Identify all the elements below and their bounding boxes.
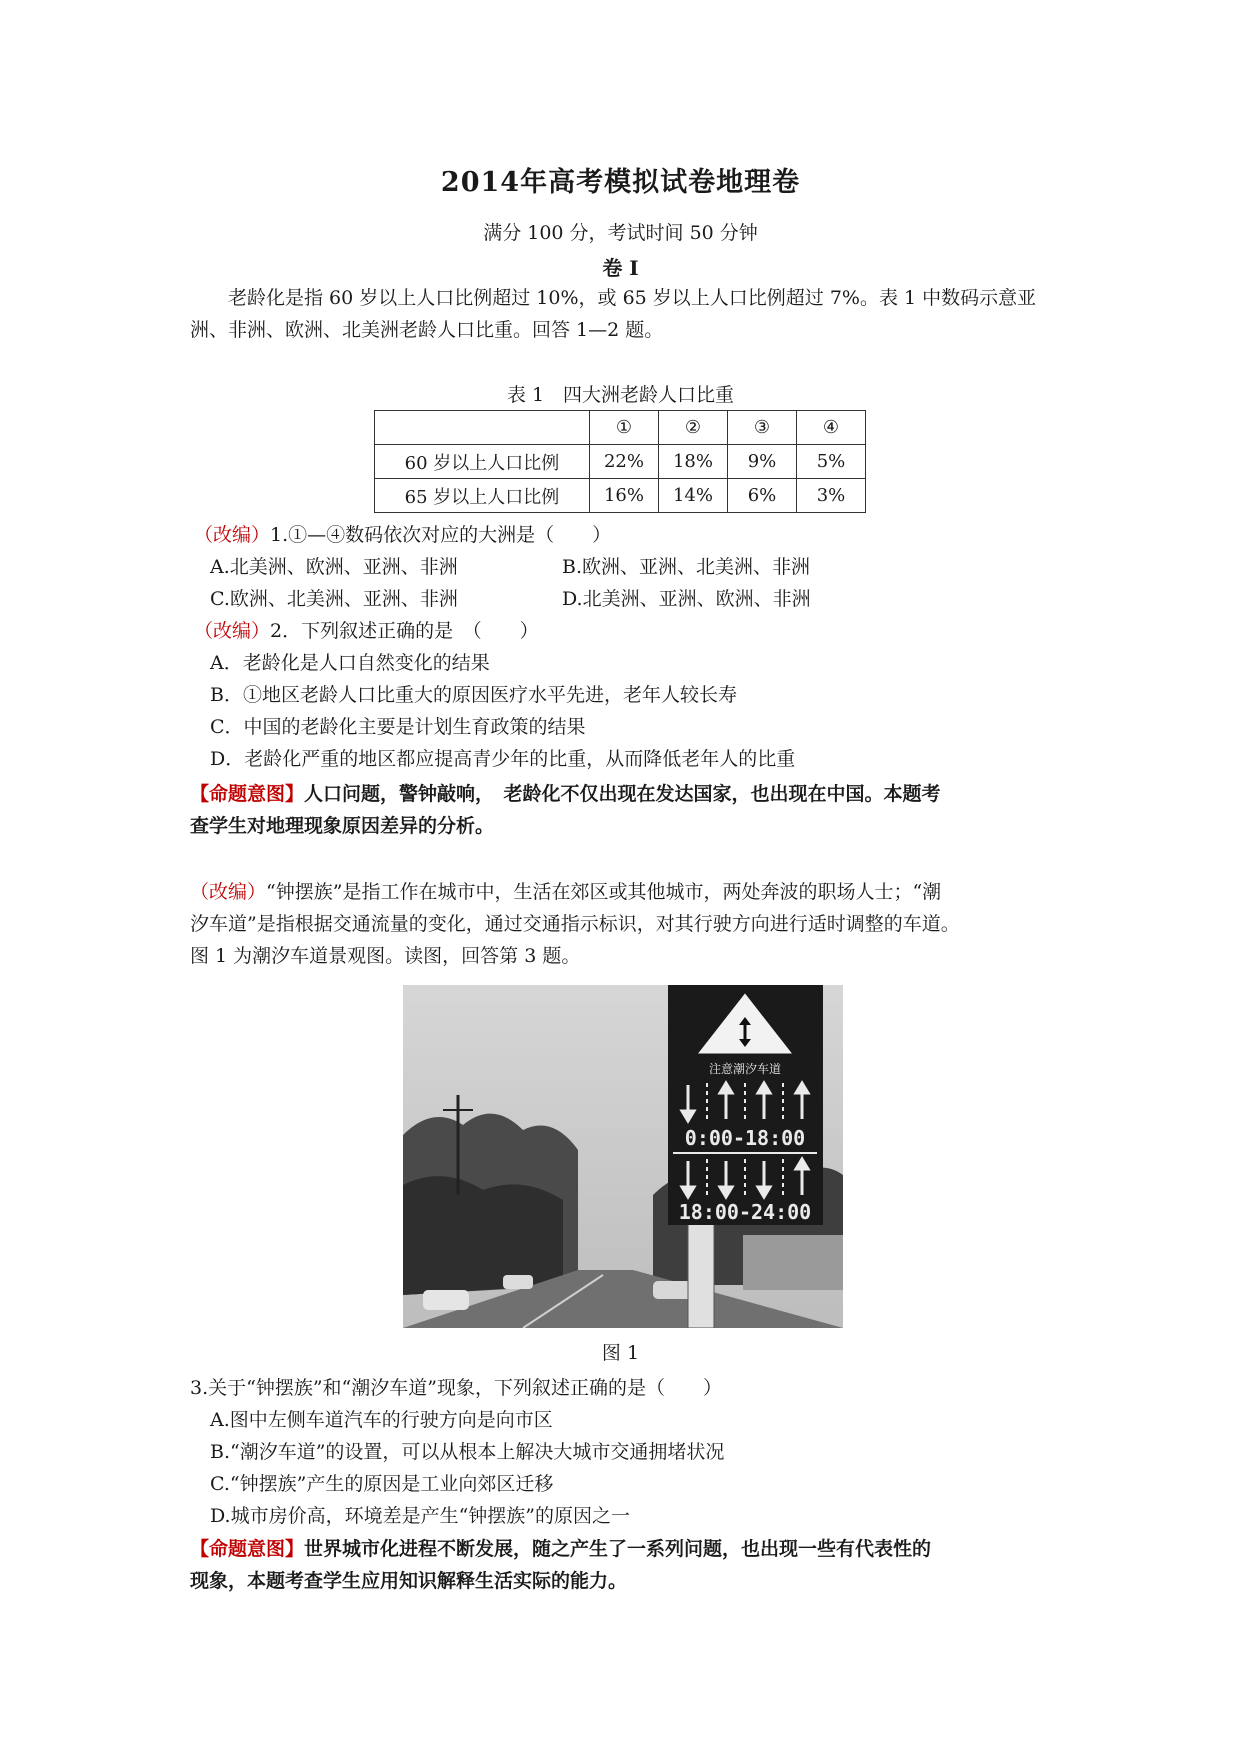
tidal-lane-photo <box>403 985 843 1328</box>
table-cell: 5% <box>797 445 866 479</box>
question-1 <box>194 519 611 551</box>
table-cell: 6% <box>728 479 797 513</box>
table-row <box>375 479 866 513</box>
table-cell: 9% <box>728 445 797 479</box>
option-c: C.“钟摆族”产生的原因是工业向郊区迁移 <box>210 1473 554 1495</box>
car <box>423 1290 469 1310</box>
intent-text: 查学生对地理现象原因差异的分析。 <box>190 815 495 837</box>
option-d: D.城市房价高，环境差是产生“钟摆族”的原因之一 <box>210 1505 631 1527</box>
table-cell: 3% <box>797 479 866 513</box>
table-row <box>375 445 866 479</box>
question-2 <box>194 615 539 647</box>
page-title: 2014年高考模拟试卷地理卷 <box>440 167 801 198</box>
question-3: 3.关于“钟摆族”和“潮汐车道”现象，下列叙述正确的是（ ） <box>190 1377 722 1399</box>
passage-text: 汐车道”是指根据交通流量的变化，通过交通指示标识，对其行驶方向进行适时调整的车道。 <box>190 913 960 935</box>
table-header-row <box>375 411 866 445</box>
passage-2 <box>190 876 1052 972</box>
exam-info: 满分 100 分，考试时间 50 分钟 <box>483 222 758 244</box>
adapted-tag: （改编） <box>194 524 271 546</box>
time-range-2: 18:00-24:00 <box>678 1200 812 1224</box>
table-header-cell <box>375 411 590 445</box>
passage-text: 图 1 为潮汐车道景观图。读图，回答第 3 题。 <box>190 945 581 967</box>
option-c: C.欧洲、北美洲、亚洲、非洲 <box>210 588 458 610</box>
table-cell: 16% <box>590 479 659 513</box>
table-header-cell: ④ <box>797 411 866 445</box>
intent-note-1 <box>190 778 1052 842</box>
intro-paragraph: 老龄化是指 60 岁以上人口比例超过 10%，或 65 岁以上人口比例超过 7%。表 1 中数码示意亚洲、非洲、欧洲、北美洲老龄人口比重。回答 1—2 题。 <box>190 287 1037 341</box>
question-stem: 1.①—④数码依次对应的大洲是（ ） <box>270 524 612 546</box>
option-b: B.“潮汐车道”的设置，可以从根本上解决大城市交通拥堵状况 <box>210 1441 725 1463</box>
table-cell: 22% <box>590 445 659 479</box>
option-b: B.欧洲、亚洲、北美洲、非洲 <box>562 556 811 578</box>
option-a: A.图中左侧车道汽车的行驶方向是向市区 <box>210 1409 553 1431</box>
aging-table <box>374 410 866 513</box>
table-row-label: 65 岁以上人口比例 <box>375 479 590 513</box>
option-a: A．老龄化是人口自然变化的结果 <box>210 652 490 674</box>
intent-text: 人口问题，警钟敲响， 老龄化不仅出现在发达国家，也出现在中国。本题考 <box>304 783 941 805</box>
option-d: D.北美洲、亚洲、欧洲、非洲 <box>562 588 811 610</box>
table-row-label: 60 岁以上人口比例 <box>375 445 590 479</box>
intent-text: 世界城市化进程不断发展，随之产生了一系列问题，也出现一些有代表性的 <box>304 1538 932 1560</box>
intent-tag: 【命题意图】 <box>190 783 305 805</box>
table-header-cell: ① <box>590 411 659 445</box>
option-c: C．中国的老龄化主要是计划生育政策的结果 <box>210 716 586 738</box>
adapted-tag: （改编） <box>190 881 267 903</box>
adapted-tag: （改编） <box>194 620 271 642</box>
table-caption: 表 1 四大洲老龄人口比重 <box>506 384 735 406</box>
question-stem: 2．下列叙述正确的是 （ ） <box>270 620 539 642</box>
sign-pole <box>688 1215 714 1328</box>
table-cell: 14% <box>659 479 728 513</box>
car <box>503 1275 533 1289</box>
table-header-cell: ③ <box>728 411 797 445</box>
intent-tag: 【命题意图】 <box>190 1538 305 1560</box>
table-cell: 18% <box>659 445 728 479</box>
intent-note-2 <box>190 1533 1052 1597</box>
sign-title: 注意潮汐车道 <box>708 1062 782 1076</box>
intent-text: 现象，本题考查学生应用知识解释生活实际的能力。 <box>190 1570 628 1592</box>
passage-text: “钟摆族”是指工作在城市中，生活在郊区或其他城市，两处奔波的职场人士；“潮 <box>266 881 942 903</box>
option-d: D．老龄化严重的地区都应提高青少年的比重，从而降低老年人的比重 <box>210 748 796 770</box>
option-a: A.北美洲、欧洲、亚洲、非洲 <box>210 556 458 578</box>
figure-caption: 图 1 <box>601 1342 640 1364</box>
section-heading: 卷 I <box>602 256 639 280</box>
table-header-cell: ② <box>659 411 728 445</box>
option-b: B．①地区老龄人口比重大的原因医疗水平先进，老年人较长寿 <box>210 684 737 706</box>
time-range-1: 0:00-18:00 <box>684 1126 806 1150</box>
